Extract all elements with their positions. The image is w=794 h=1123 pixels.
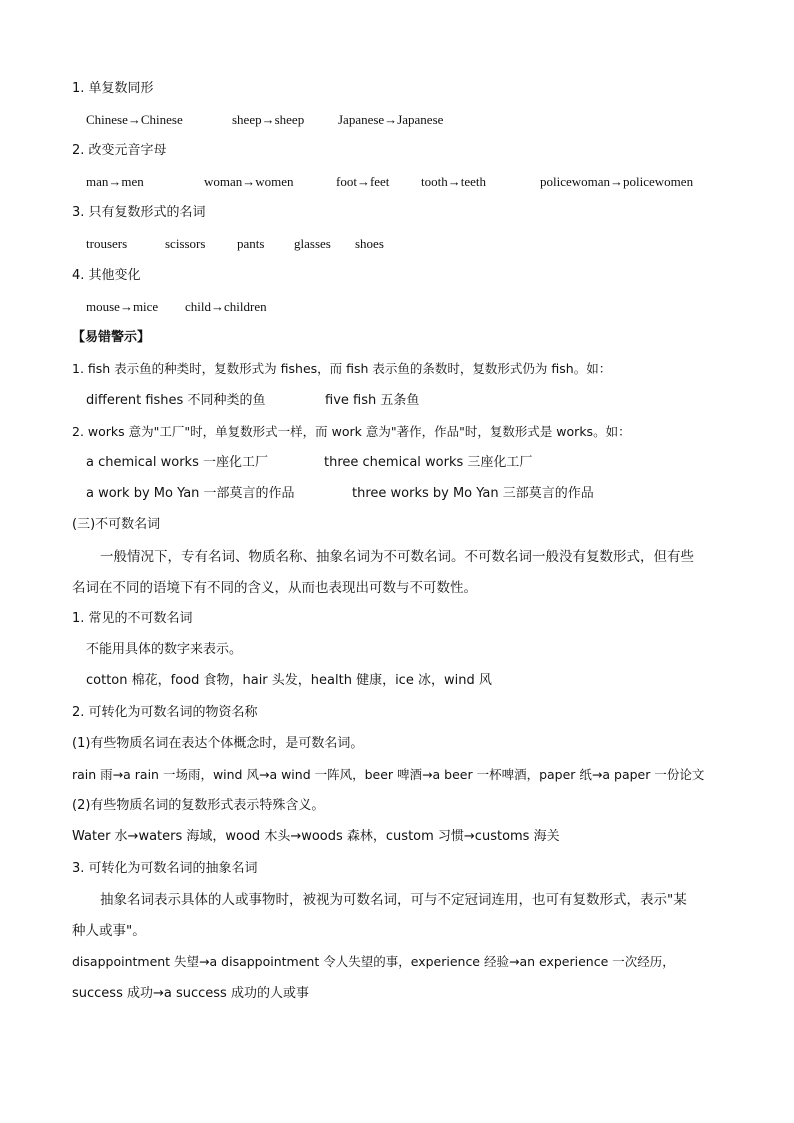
example-word: foot→feet [336,174,390,189]
example-word: sheep→sheep [232,112,305,127]
example-word: child→children [185,299,267,314]
example-word: policewoman→policewomen [540,174,694,189]
warning-title: 【易错警示】 [72,330,151,345]
example-word: Chinese→Chinese [86,112,183,127]
section-title-uncountable: (三)不可数名词 [72,517,161,532]
example-word: scissors [165,236,206,251]
example-text: disappointment 失望→a disappointment 令人失望的事，experience 经验→an experience 一次经历， [72,954,675,969]
paragraph-abstract-cont: 种人或事"。 [72,923,146,939]
example-text: rain 雨→a rain 一场雨，wind 风→a wind 一阵风，beer 啤酒→a beer 一杯啤酒，paper 纸→a paper 一份论文 [72,767,705,782]
paragraph-intro: 一般情况下，专有名词、物质名称、抽象名词为不可数名词。不可数名词一般没有复数形式，但有些 [100,549,694,565]
example-phrase: a chemical works 一座化工厂 [86,455,268,470]
example-phrase: three works by Mo Yan 三部莫言的作品 [352,486,594,501]
paragraph-intro-cont: 名词在不同的语境下有不同的含义，从而也表现出可数与不可数性。 [72,580,477,596]
heading-vowel-change: 2. 改变元音字母 [72,143,167,158]
subheading-material-b: (2)有些物质名词的复数形式表示特殊含义。 [72,798,325,813]
heading-same-form: 1. 单复数同形 [72,81,154,96]
example-word: trousers [86,236,128,251]
example-word: man→men [86,174,144,189]
example-text: Water 水→waters 海域，wood 木头→woods 森林，custom 习惯→customs 海关 [72,829,560,844]
example-text: cotton 棉花，food 食物，hair 头发，health 健康，ice 冰，wind 风 [86,673,492,688]
example-phrase: different fishes 不同种类的鱼 [86,393,266,408]
example-word: glasses [294,236,331,251]
example-phrase: five fish 五条鱼 [325,393,420,408]
paragraph-abstract: 抽象名词表示具体的人或事物时，被视为可数名词，可与不定冠词连用，也可有复数形式，表示"某 [100,892,687,908]
warning-fish-text: 1. fish 表示鱼的种类时，复数形式为 fishes，而 fish 表示鱼的条数时，复数形式仍为 fish。如： [72,361,612,376]
heading-other-changes: 4. 其他变化 [72,268,141,283]
heading-common-uncountable: 1. 常见的不可数名词 [72,611,193,626]
example-word: pants [237,236,265,251]
example-text: success 成功→a success 成功的人或事 [72,986,309,1001]
example-phrase: three chemical works 三座化工厂 [324,455,533,470]
example-word: shoes [355,236,384,251]
heading-plural-only: 3. 只有复数形式的名词 [72,205,206,220]
description-text: 不能用具体的数字来表示。 [86,642,243,657]
heading-material-nouns: 2. 可转化为可数名词的物资名称 [72,705,258,720]
example-word: mouse→mice [86,299,159,314]
example-word: Japanese→Japanese [338,112,444,127]
example-phrase: a work by Mo Yan 一部莫言的作品 [86,486,295,501]
example-word: tooth→teeth [421,174,486,189]
warning-works-text: 2. works 意为"工厂"时，单复数形式一样，而 work 意为"著作，作品"时，复数形式是 works。如： [72,424,631,439]
subheading-material-a: (1)有些物质名词在表达个体概念时，是可数名词。 [72,736,364,751]
heading-abstract-nouns: 3. 可转化为可数名词的抽象名词 [72,861,258,876]
example-word: woman→women [204,174,294,189]
